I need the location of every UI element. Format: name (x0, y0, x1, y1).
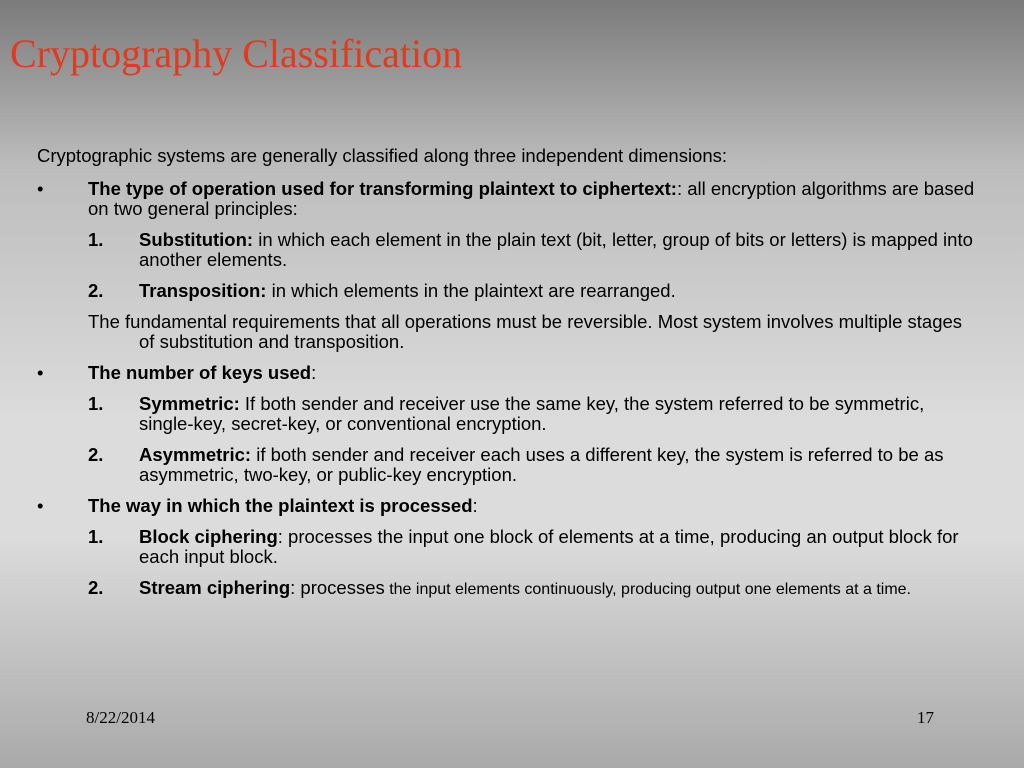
item-text: : processes (290, 577, 385, 598)
bullet-rest: : (472, 495, 478, 516)
intro-text: Cryptographic systems are generally classified along three independent dimensions: (37, 145, 728, 166)
item-term: Asymmetric: (139, 444, 252, 465)
bullet-icon: • (37, 362, 44, 383)
item-text: if both sender and receiver each uses a different key, the system is referred to be as asymmetric, two-key, or public-key encryption. (139, 444, 944, 485)
item-number: 2. (88, 577, 104, 598)
bullet-heading: The type of operation used for transforming plaintext to ciphertext: (88, 178, 677, 199)
bullet-plaintext-processing (37, 496, 977, 516)
item-text: in which each element in the plain text (bit, letter, group of bits or letters) is mapped into another elements. (139, 229, 973, 270)
item-number: 1. (88, 393, 104, 414)
bullet-icon: • (37, 178, 44, 199)
item-term: Substitution: (139, 229, 254, 250)
bullet-heading: The number of keys used (88, 362, 312, 383)
item-text: in which elements in the plaintext are rearranged. (266, 280, 676, 301)
slide-title: Cryptography Classification (10, 31, 463, 76)
item-number: 1. (88, 526, 104, 547)
list-item (88, 578, 977, 600)
bullet-operation-type (37, 179, 977, 219)
item-number: 2. (88, 444, 104, 465)
bullet-number-of-keys (37, 363, 977, 383)
item-term: Transposition: (139, 280, 267, 301)
list-item (88, 281, 977, 301)
item-term: Stream ciphering (139, 577, 291, 598)
item-number: 2. (88, 280, 104, 301)
bullet-heading: The way in which the plaintext is processed (88, 495, 473, 516)
bullet-rest: : all encryption algorithms are based on two general principles: (88, 178, 975, 219)
slide-body (37, 146, 977, 611)
item-text: : processes the input one block of elements at a time, producing an output block for each input block. (139, 526, 959, 567)
item-term: Block ciphering (139, 526, 278, 547)
item-term: Symmetric: (139, 393, 240, 414)
list-item (88, 527, 977, 567)
item-text-small: the input elements continuously, producing output one elements at a time. (384, 581, 911, 598)
footer-date: 8/22/2014 (86, 708, 155, 727)
slide-number: 17 (917, 708, 934, 727)
list-item (88, 445, 977, 485)
item-number: 1. (88, 229, 104, 250)
item-text: If both sender and receiver use the same key, the system referred to be symmetric, single-key, secret-key, or conventional encryption. (139, 393, 925, 434)
requirements-note: The fundamental requirements that all operations must be reversible. Most system involves multiple stages of substitution and transposition. (88, 311, 963, 352)
bullet-rest: : (311, 362, 317, 383)
list-item (88, 230, 977, 270)
list-item (88, 394, 977, 434)
bullet-icon: • (37, 495, 44, 516)
